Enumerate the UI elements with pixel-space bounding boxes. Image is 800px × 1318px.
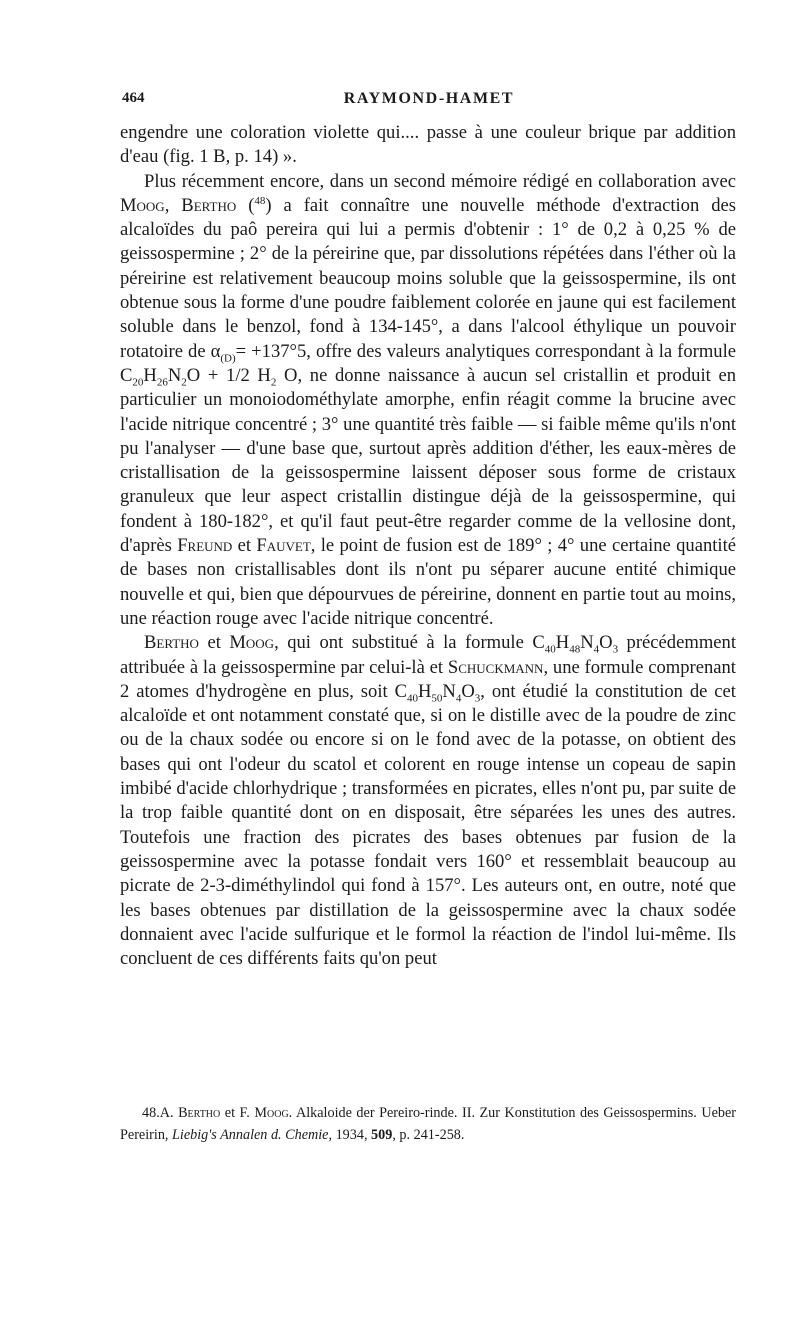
formula-element: H xyxy=(417,680,432,702)
text-run: . Alkaloide der Pereiro-rinde. II. Zur Konstitution des Geissospermins. Ueber Pereirin, xyxy=(120,1105,737,1143)
page-number: 464 xyxy=(122,90,145,106)
formula-element: O xyxy=(599,632,613,654)
paragraph xyxy=(120,170,736,632)
formula-element: H xyxy=(143,364,157,386)
body-text xyxy=(120,121,736,971)
author-name: Moog xyxy=(254,1105,289,1121)
text-run: = +137°5, offre des valeurs analytiques correspondant à la formule xyxy=(235,340,737,362)
subscript: 26 xyxy=(156,376,168,389)
formula-element: N xyxy=(580,632,594,654)
formula-element: C xyxy=(532,632,545,654)
journal-title: Liebig's Annalen d. Chemie xyxy=(172,1127,329,1143)
text-run: , ont étudié la constitution de cet alcaloïde et ont notamment constaté que, si on le distille avec de la poudre de zinc ou de la chaux sodée ou encore si on le fond avec de la potasse, on obtient des bases qui ont l'odeur du scatol et colorent en rouge intense un copeau de sapin imbibé d'acide chlorhydrique ; transformées en picrates, elles n'ont pu, par suite de la trop faible quantité dont on en disposait, être séparées les unes des autres. Toutefois une fraction des picrates des bases obtenues par fusion de la geissospermine avec la potasse fondait vers 160° et ressemblait beaucoup au picrate de 2-3-diméthylindol qui fond à 157°. Les auteurs ont, en outre, noté que les bases obtenues par distillation de la geissospermine avec la chaux sodée donnaient avec l'acide sulfurique et le formol la réaction de l'indol lui-même. Ils concluent de ces différents faits qu'on peut xyxy=(120,680,736,970)
alpha-symbol: α xyxy=(210,340,221,362)
volume-number: 509 xyxy=(371,1127,393,1143)
subscript: 40 xyxy=(406,692,418,705)
text-run: O, ne donne naissance à aucun sel cristallin et produit en particulier un monoiodométhylate amorphe, enfin réagit comme la brucine avec l'acide nitrique concentré ; 3° une quantité très faible — si faible même qu'ils n'ont pu l'analyser — d'une base que, surtout après addition d'éther, les eaux-mères de cristallisation de la geissospermine laissent déposer sous forme de cristaux granuleux que leur aspect cristallin distingue déjà de la geissospermine, qui fondent à 180-182°, et qu'il faut peut-être regarder comme de la vellosine dont, d'après xyxy=(120,364,736,557)
subscript: 3 xyxy=(474,692,481,705)
subscript: 3 xyxy=(612,643,619,656)
running-title: RAYMOND-HAMET xyxy=(343,90,515,107)
author-name: Moog xyxy=(120,194,165,216)
text-run: Plus récemment encore, dans un second mémoire rédigé en collaboration avec xyxy=(144,170,736,192)
footnote-number: 48.A. xyxy=(142,1105,174,1121)
running-header xyxy=(122,90,736,116)
text-run: ) a fait connaître une nouvelle méthode d'extraction des alcaloïdes du paô pereira qui lui a permis d'obtenir : 1° de 0,2 à 0,25 % de geissospermine ; 2° de la péreirine que, par dissolutions répétées dans l'éther où la péreirine est relativement beaucoup moins soluble que la geissospermine, ils ont obtenue sous la forme d'une poudre faiblement colorée en jaune qui est facilement soluble dans le benzol, fond à 134-145°, a dans l'alcool éthylique un pouvoir rotatoire de xyxy=(120,194,737,362)
subscript: 40 xyxy=(544,643,556,656)
text-run: et xyxy=(232,535,257,557)
text-run: , p. 241-258. xyxy=(392,1127,465,1143)
footnote-reference: 48 xyxy=(254,194,266,207)
author-name: Fauvet xyxy=(256,535,311,557)
author-name: Freund xyxy=(177,535,233,557)
subscript: (D) xyxy=(220,352,236,365)
subscript: 4 xyxy=(593,643,600,656)
author-name: Moog xyxy=(229,632,275,654)
text-run: , une formule comprenant 2 atomes d'hydrogène en plus, soit xyxy=(120,656,736,702)
text-run: , 1934, xyxy=(328,1127,372,1143)
formula-element: C xyxy=(120,364,133,386)
subscript: 20 xyxy=(132,376,144,389)
paragraph xyxy=(120,631,736,971)
text-run: , qui ont substitué à la formule xyxy=(274,632,533,654)
formula-element: C xyxy=(394,680,407,702)
formula-element: H xyxy=(555,632,570,654)
author-name: Schuckmann xyxy=(447,656,544,678)
formula-element: N xyxy=(442,680,456,702)
formula-element: N xyxy=(167,364,182,386)
subscript: 2 xyxy=(270,376,277,389)
paragraph: engendre une coloration violette qui.... passe à une couleur brique par addition d'eau (fig. 1 B, p. 14) ». xyxy=(120,122,736,168)
footnote xyxy=(120,1102,736,1146)
text-run: , xyxy=(164,194,182,216)
formula-element: O + 1/2 H xyxy=(186,364,271,386)
author-name: Bertho xyxy=(181,194,237,216)
text-run: ( xyxy=(236,194,255,216)
subscript: 50 xyxy=(431,692,443,705)
text-run: et F. xyxy=(220,1105,255,1121)
text-run: , le point de fusion est de 189° ; 4° une certaine quantité de bases non cristallisables dont ils n'ont pu séparer aucune entité chimique nouvelle et qui, bien que dépourvues de péreirine, donnent en partie tout au moins, une réaction rouge avec l'acide nitrique concentré. xyxy=(120,535,737,629)
subscript: 48 xyxy=(569,643,581,656)
formula-element: O xyxy=(461,680,475,702)
subscript: 2 xyxy=(181,376,187,389)
subscript: 4 xyxy=(455,692,462,705)
text-run: précédemment attribuée à la geissospermine par celui-là et xyxy=(120,632,736,678)
author-name: Bertho xyxy=(178,1105,221,1121)
author-name: Bertho xyxy=(144,632,199,654)
text-run: et xyxy=(198,632,230,654)
